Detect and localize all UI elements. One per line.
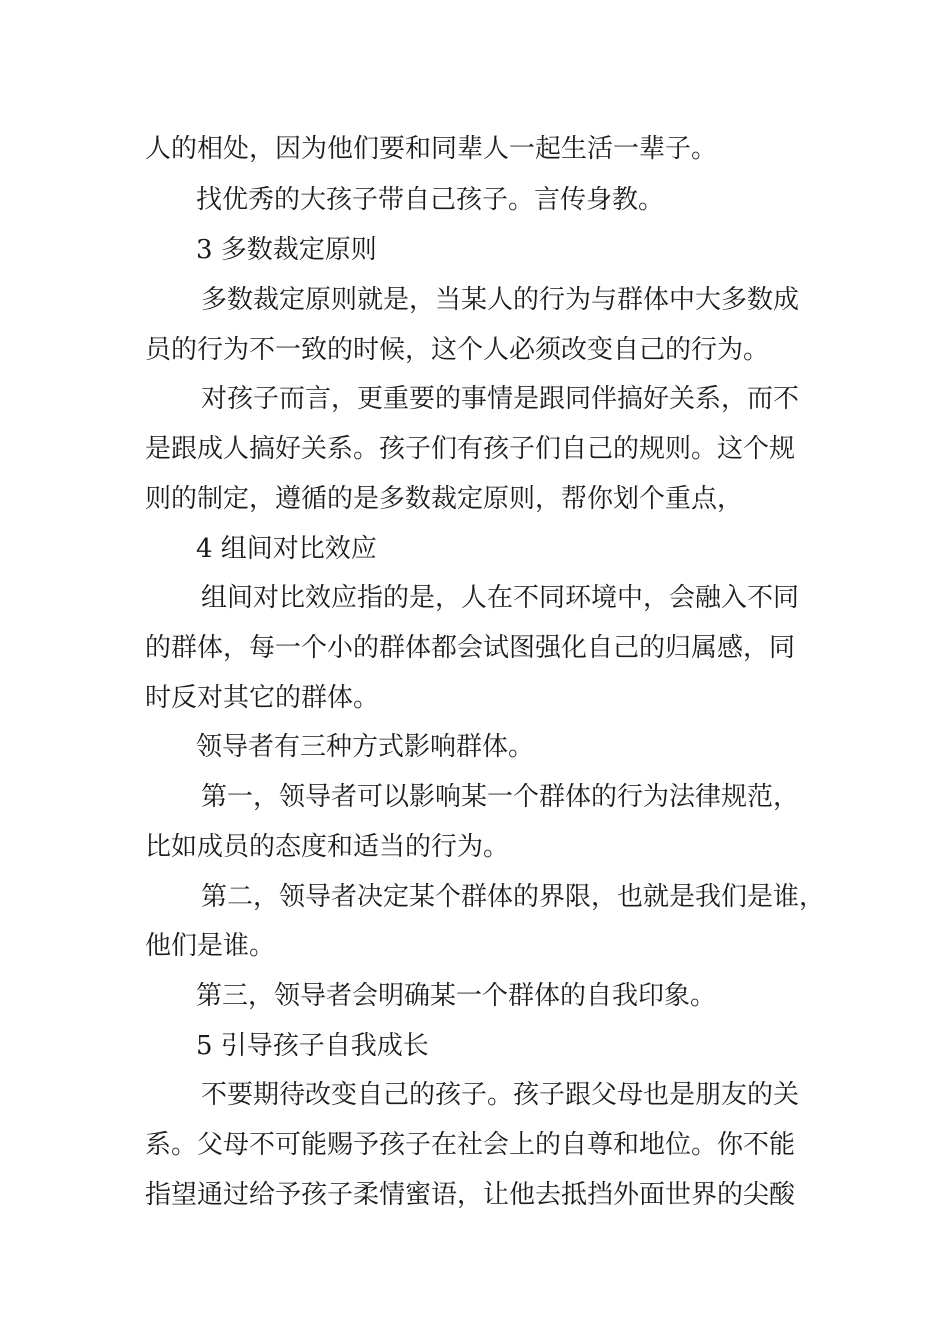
text-line: 时反对其它的群体。 [145, 683, 380, 713]
text-line: 的群体，每一个小的群体都会试图强化自己的归属感，同 [145, 633, 796, 663]
section-heading: 3 多数裁定原则 [196, 235, 377, 265]
text-line: 系。父母不可能赐予孩子在社会上的自尊和地位。你不能 [145, 1130, 796, 1160]
text-line: 比如成员的态度和适当的行为。 [145, 832, 510, 862]
text-line: 不要期待改变自己的孩子。孩子跟父母也是朋友的关 [201, 1080, 800, 1110]
section-heading: 5 引导孩子自我成长 [196, 1031, 429, 1061]
text-line: 是跟成人搞好关系。孩子们有孩子们自己的规则。这个规 [145, 434, 796, 464]
text-line: 则的制定，遵循的是多数裁定原则，帮你划个重点， [145, 484, 744, 514]
text-line: 指望通过给予孩子柔情蜜语，让他去抵挡外面世界的尖酸 [145, 1180, 796, 1210]
text-line: 领导者有三种方式影响群体。 [196, 732, 535, 762]
text-line: 他们是谁。 [145, 931, 276, 961]
section-heading: 4 组间对比效应 [196, 534, 377, 564]
text-line: 第一，领导者可以影响某一个群体的行为法律规范， [201, 782, 800, 812]
text-line: 员的行为不一致的时候，这个人必须改变自己的行为。 [145, 335, 770, 365]
text-line: 第三，领导者会明确某一个群体的自我印象。 [196, 981, 717, 1011]
text-line: 第二，领导者决定某个群体的界限，也就是我们是谁， [201, 882, 826, 912]
text-line: 组间对比效应指的是，人在不同环境中，会融入不同 [201, 583, 800, 613]
text-line: 人的相处，因为他们要和同辈人一起生活一辈子。 [145, 134, 718, 164]
text-line: 找优秀的大孩子带自己孩子。言传身教。 [196, 185, 665, 215]
text-line: 对孩子而言，更重要的事情是跟同伴搞好关系，而不 [201, 384, 800, 414]
text-line: 多数裁定原则就是，当某人的行为与群体中大多数成 [201, 285, 800, 315]
